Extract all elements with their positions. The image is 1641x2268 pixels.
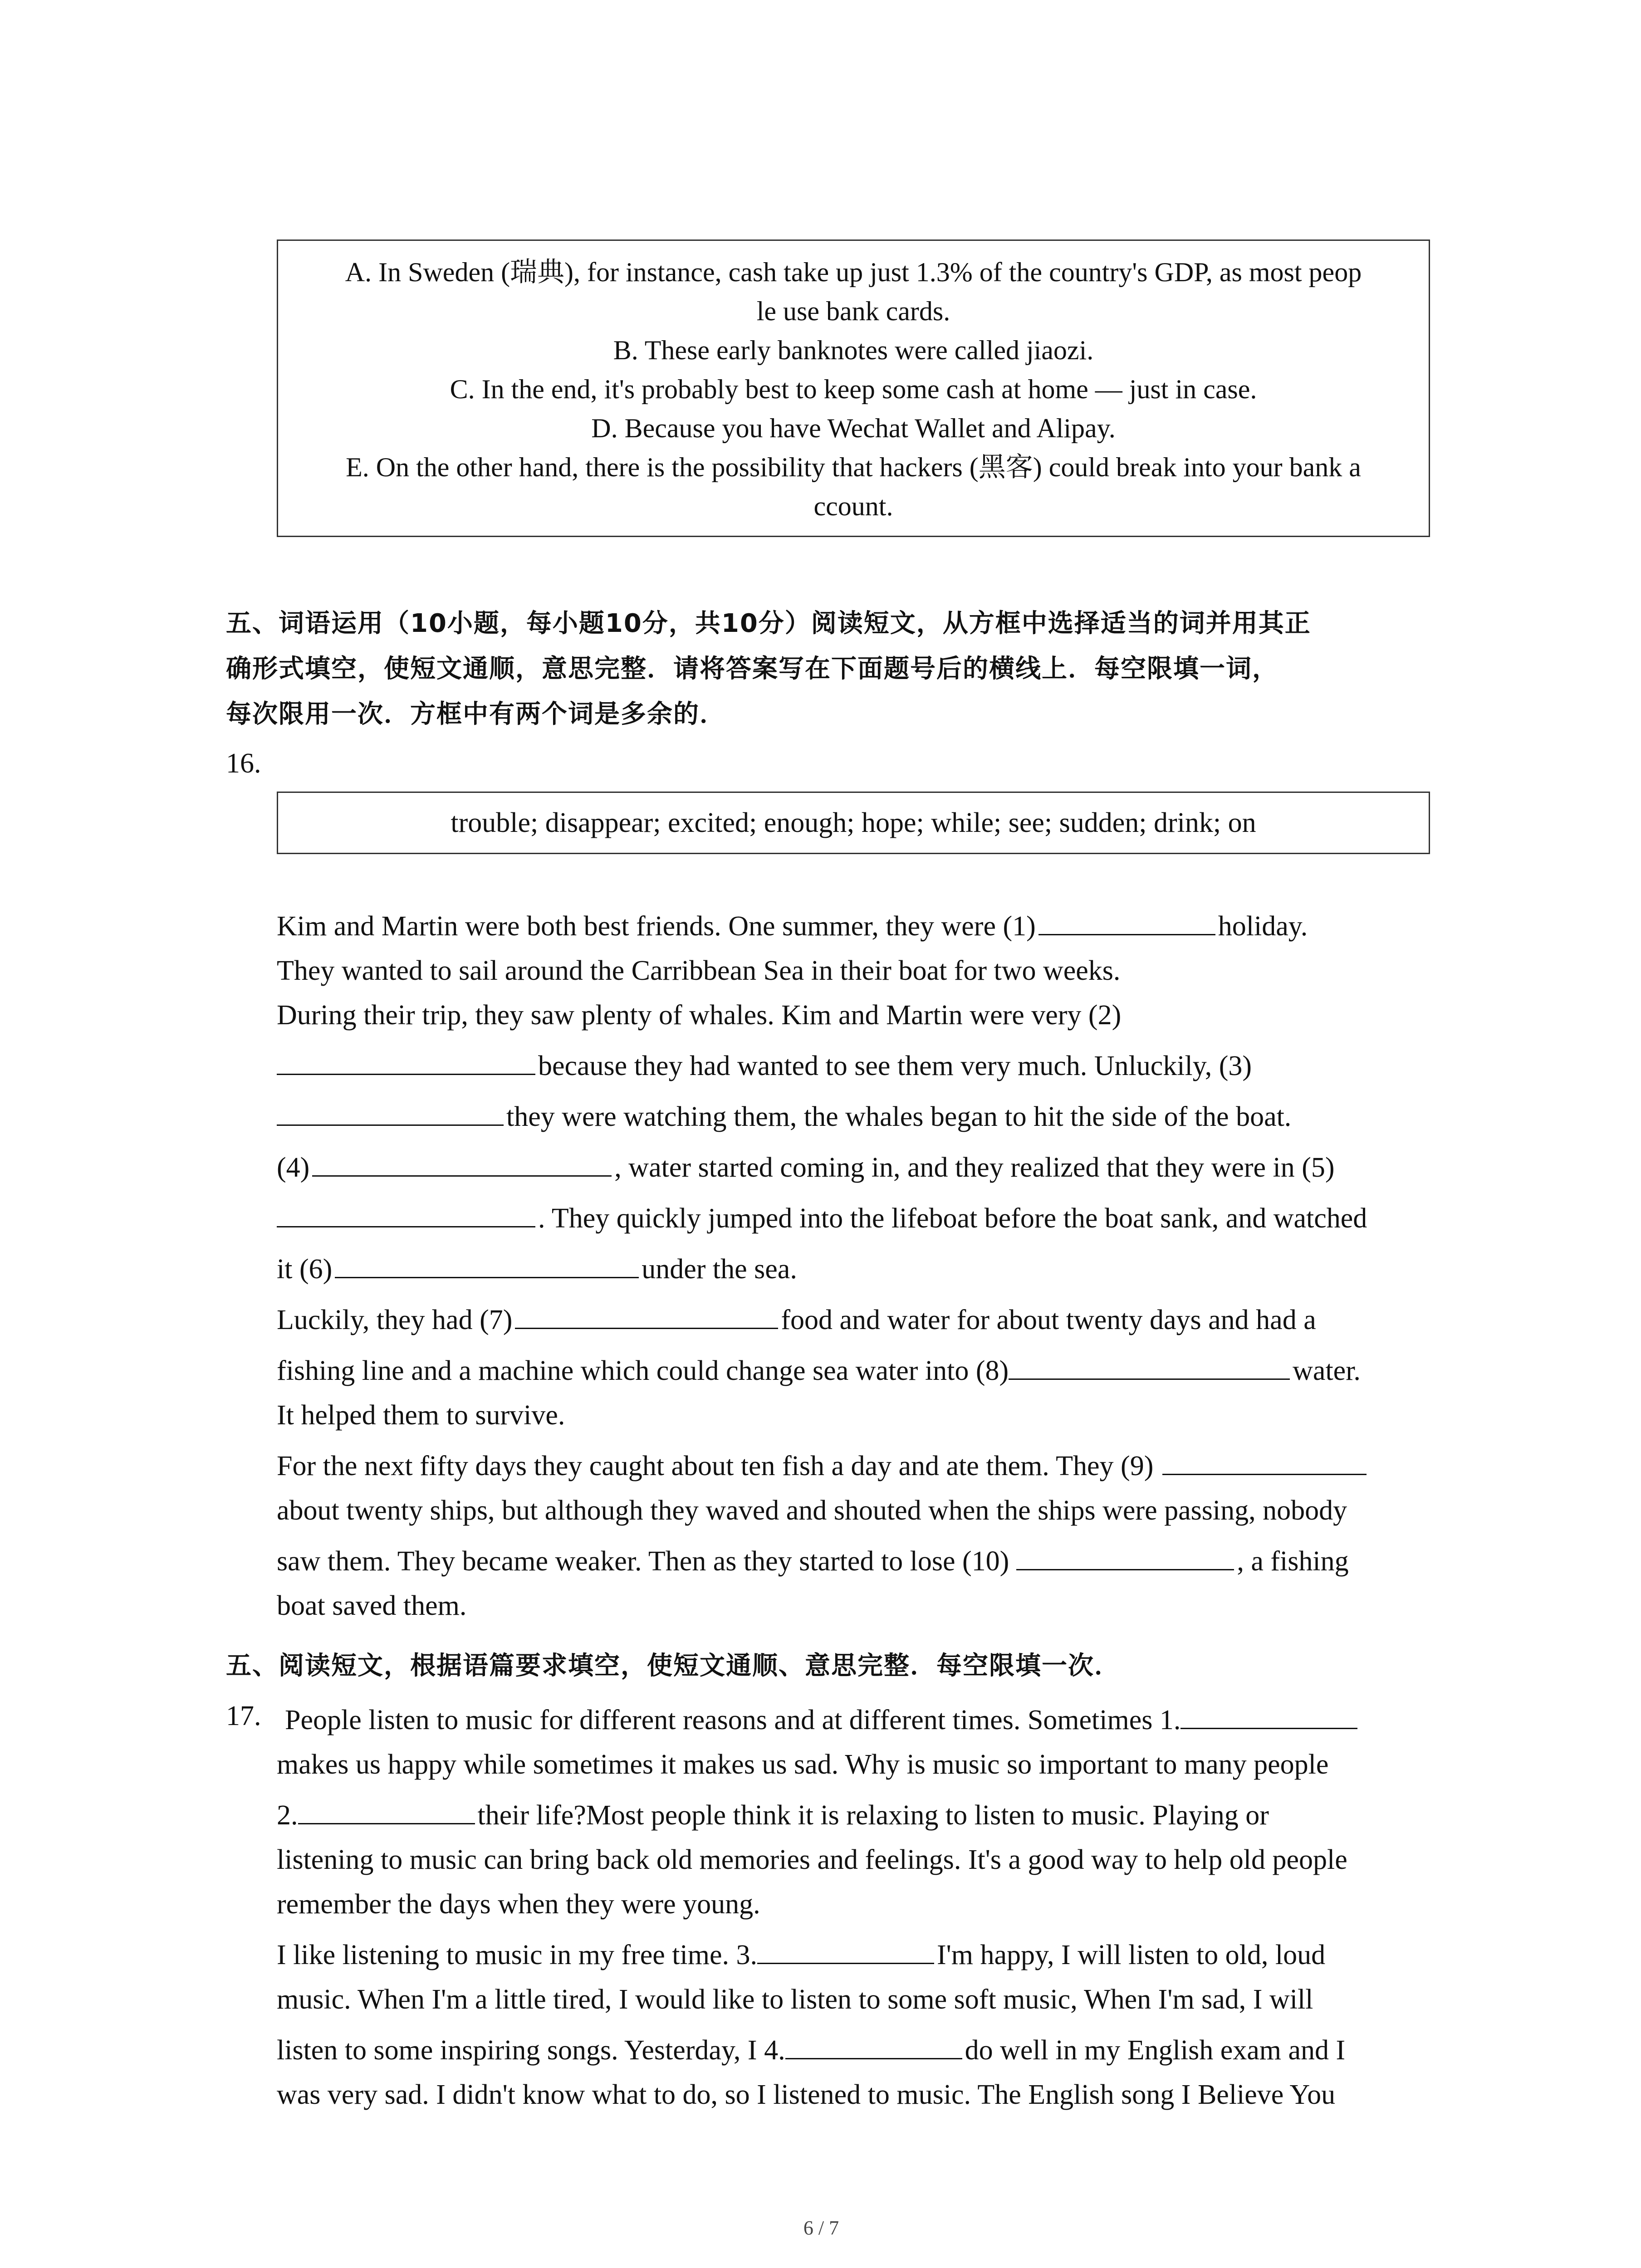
passage17-line7: music. When I'm a little tired, I would like to listen to some soft music, When I'm sad, I will	[277, 1984, 1313, 2015]
blank-17-2[interactable]	[298, 1796, 475, 1824]
blank-4[interactable]	[312, 1148, 612, 1177]
passage16-line8: it (6) under the sea.	[277, 1249, 797, 1289]
passage16-line4: because they had wanted to see them very much. Unluckily, (3)	[277, 1046, 1252, 1086]
passage17-line5: remember the days when they were young.	[277, 1889, 760, 1920]
passage16-line1: Kim and Martin were both best friends. One summer, they were (1) holiday.	[277, 906, 1308, 946]
section-heading-line3: 每次限用一次．方框中有两个词是多余的．	[226, 699, 726, 729]
option-a-line1: A. In Sweden (瑞典), for instance, cash take up just 1.3% of the country's GDP, as most peop	[345, 257, 1362, 287]
option-a-line2: le use bank cards.	[756, 296, 950, 326]
blank-17-3[interactable]	[757, 1936, 934, 1964]
option-b: B. These early banknotes were called jiaozi.	[613, 335, 1094, 365]
blank-17-4[interactable]	[785, 2031, 962, 2059]
blank-7[interactable]	[515, 1300, 778, 1329]
passage17-line2: makes us happy while sometimes it makes us sad. Why is music so important to many people	[277, 1749, 1329, 1780]
passage16-line13: about twenty ships, but although they waved and shouted when the ships were passing, nobody	[277, 1495, 1347, 1526]
passage16-line15: boat saved them.	[277, 1590, 467, 1621]
passage16-line12: For the next fifty days they caught about ten fish a day and ate them. They (9)	[277, 1446, 1369, 1486]
option-d: D. Because you have Wechat Wallet and Alipay.	[591, 413, 1116, 443]
option-e-line1: E. On the other hand, there is the possibility that hackers (黑客) could break into your bank a	[346, 452, 1361, 482]
section-heading-line1: 五、词语运用（10小题，每小题10分，共10分）阅读短文，从方框中选择适当的词并用其正	[226, 609, 1311, 638]
blank-8[interactable]	[1009, 1351, 1290, 1380]
blank-17-1[interactable]	[1181, 1701, 1357, 1729]
passage16-line7: . They quickly jumped into the lifeboat before the boat sank, and watched	[277, 1198, 1367, 1238]
passage16-line10: fishing line and a machine which could change sea water into (8) water.	[277, 1351, 1361, 1391]
blank-10[interactable]	[1016, 1542, 1234, 1570]
blank-2[interactable]	[277, 1046, 535, 1075]
blank-6[interactable]	[335, 1250, 639, 1278]
passage16-line9: Luckily, they had (7) food and water for about twenty days and had a	[277, 1300, 1316, 1340]
blank-9[interactable]	[1162, 1447, 1367, 1475]
passage17-line4: listening to music can bring back old memories and feelings. It's a good way to help old people	[277, 1844, 1347, 1875]
blank-1[interactable]	[1038, 907, 1215, 935]
word-box-text: trouble; disappear; excited; enough; hope; while; see; sudden; drink; on	[451, 807, 1256, 838]
passage17-line8: listen to some inspiring songs. Yesterday, I 4. do well in my English exam and I	[277, 2030, 1345, 2070]
passage16-line3: During their trip, they saw plenty of whales. Kim and Martin were very (2)	[277, 1000, 1122, 1031]
passage16-line11: It helped them to survive.	[277, 1400, 565, 1431]
passage16-line2: They wanted to sail around the Carribbean Sea in their boat for two weeks.	[277, 955, 1121, 986]
passage17-line1: People listen to music for different reasons and at different times. Sometimes 1.	[285, 1700, 1360, 1740]
passage16-line14: saw them. They became weaker. Then as they started to lose (10) , a fishing	[277, 1541, 1349, 1581]
passage17-line6: I like listening to music in my free time. 3. I'm happy, I will listen to old, loud	[277, 1935, 1325, 1975]
blank-3[interactable]	[277, 1097, 504, 1126]
blank-5[interactable]	[277, 1199, 535, 1227]
passage17-line3: 2. their life?Most people think it is relaxing to listen to music. Playing or	[277, 1795, 1269, 1835]
option-e-line2: ccount.	[813, 491, 893, 521]
section-heading-line2: 确形式填空，使短文通顺，意思完整．请将答案写在下面题号后的横线上．每空限填一词，	[226, 654, 1279, 684]
question-number-16: 16.	[226, 748, 261, 779]
passage16-line5: they were watching them, the whales began to hit the side of the boat.	[277, 1097, 1291, 1137]
question-number-17: 17.	[226, 1701, 261, 1731]
page-number: 6 / 7	[803, 2217, 839, 2239]
option-c: C. In the end, it's probably best to keep some cash at home — just in case.	[450, 374, 1257, 404]
passage16-line6: (4) , water started coming in, and they realized that they were in (5)	[277, 1148, 1335, 1188]
passage17-line9: was very sad. I didn't know what to do, so I listened to music. The English song I Believe You	[277, 2079, 1336, 2110]
section-heading-reading: 五、阅读短文，根据语篇要求填空，使短文通顺、意思完整．每空限填一次．	[226, 1651, 1121, 1681]
